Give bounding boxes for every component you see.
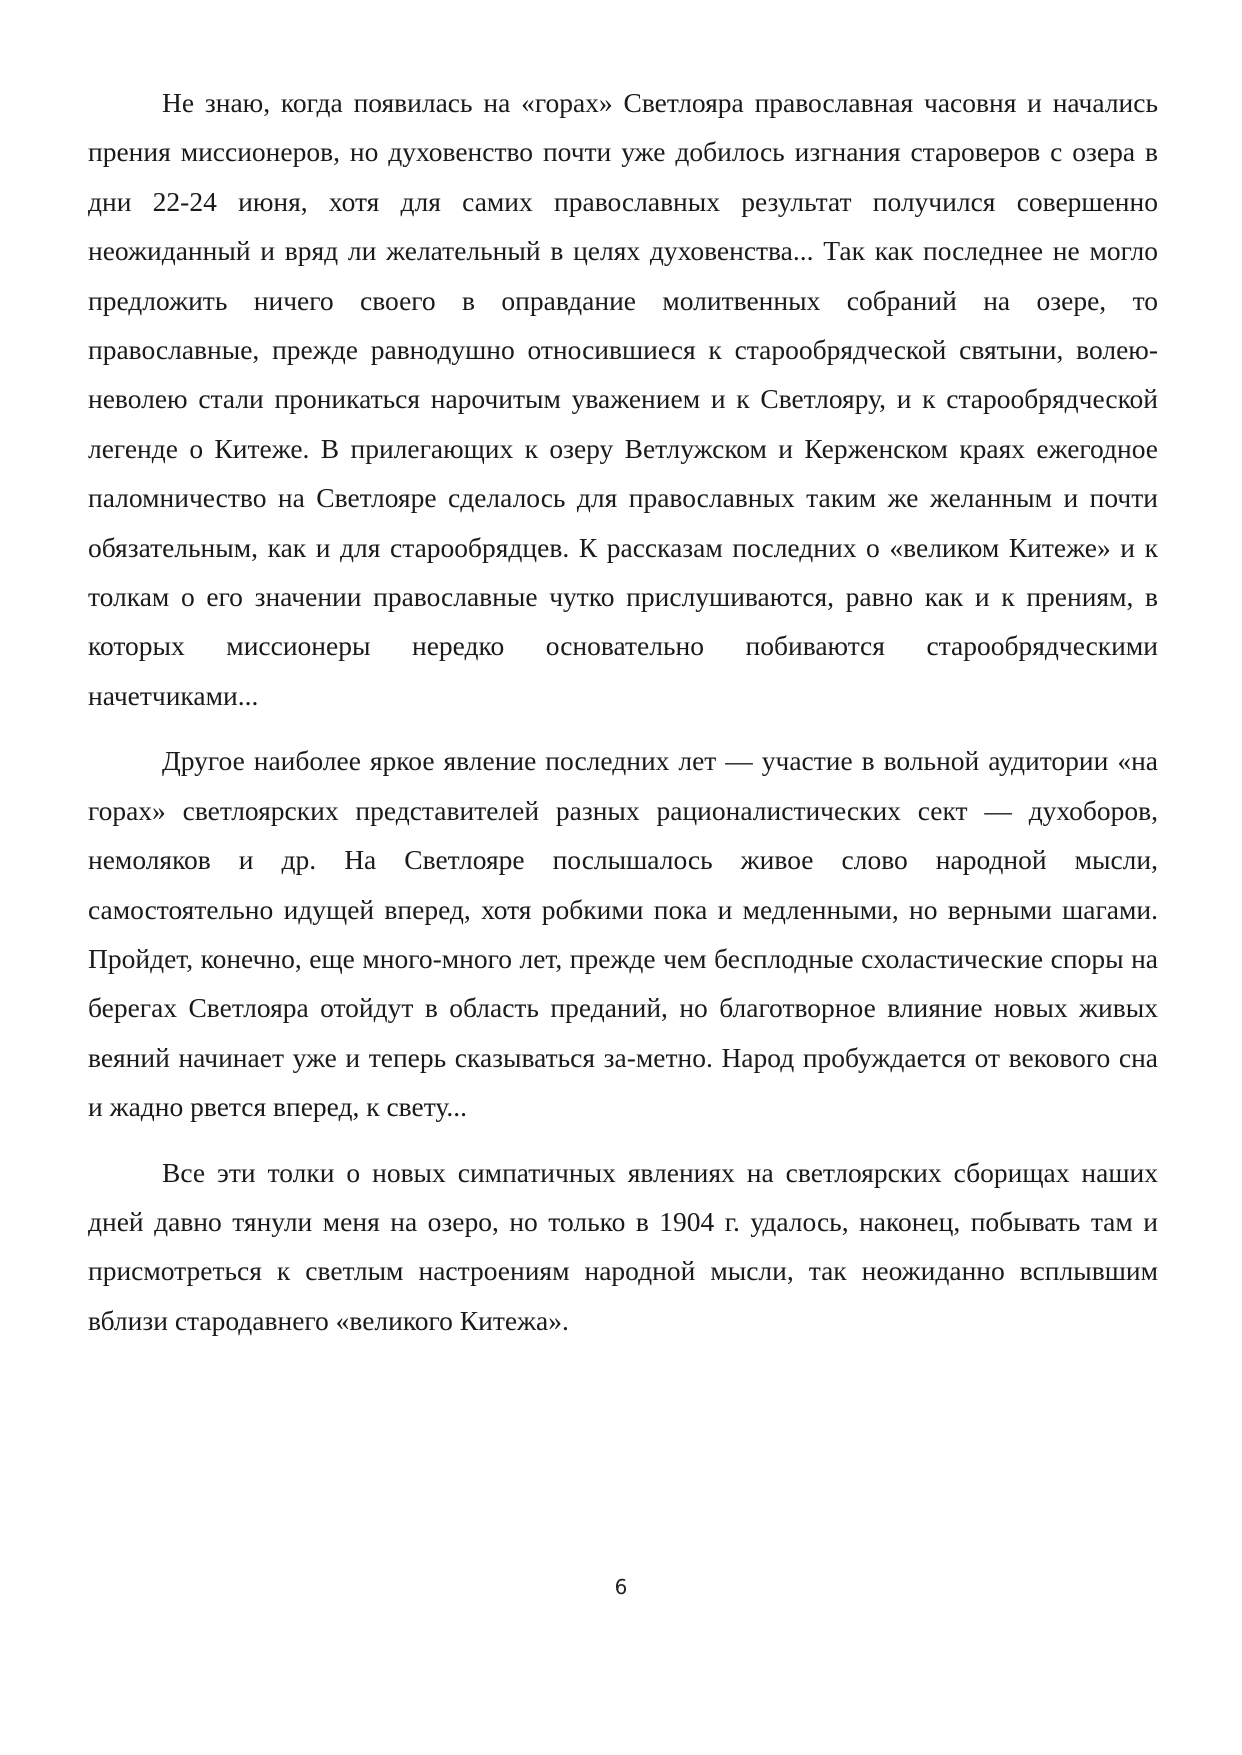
paragraph-3: Все эти толки о новых симпатичных явлениях на светлоярских сборищах наших дней давно тянули меня на озеро, но только в 1904 г. удалось, наконец, побывать там и присмотреться к светлым настроениям народной мысли, так неожиданно всплывшим вблизи стародавнего «великого Китежа». bbox=[88, 1156, 1158, 1336]
page-number: 6 bbox=[614, 1575, 628, 1599]
body-text bbox=[88, 78, 1158, 1345]
paragraph-1: Не знаю, когда появилась на «горах» Светлояра православная часовня и начались прения миссионеров, но духовенство почти уже добилось изгнания староверов с озера в дни 22-24 июня, хотя для самих православных результат получился совершенно неожиданный и вряд ли желательный в целях духовенства... Так как последнее не могло предложить ничего своего в оправдание молитвенных собраний на озере, то православные, прежде равнодушно относившиеся к старообрядческой святыни, волею-неволею стали проникаться нарочитым уважением и к Светлояру, и к старообрядческой легенде о Китеже. В прилегающих к озеру Ветлужском и Керженском краях ежегодное паломничество на Светлояре сделалось для православных таким же желанным и почти обязательным, как и для старообрядцев. К рассказам последних о «великом Китеже» и к толкам о его значении православные чутко прислушиваются, равно как и к прениям, в которых миссионеры нередко основательно побиваются старообрядческими начетчиками... bbox=[88, 87, 1158, 711]
paragraph-2: Другое наиболее яркое явление последних лет — участие в вольной аудитории «на горах» светлоярских представителей разных рационалистических сект — духоборов, немоляков и др. На Светлояре послышалось живое слово народной мысли, самостоятельно идущей вперед, хотя робкими пока и медленными, но верными шагами. Пройдет, конечно, еще много-много лет, прежде чем бесплодные схоластические споры на берегах Светлояра отойдут в область преданий, но благотворное влияние новых живых веяний начинает уже и теперь сказываться за-метно. Народ пробуждается от векового сна и жадно рвется вперед, к свету... bbox=[88, 745, 1158, 1123]
